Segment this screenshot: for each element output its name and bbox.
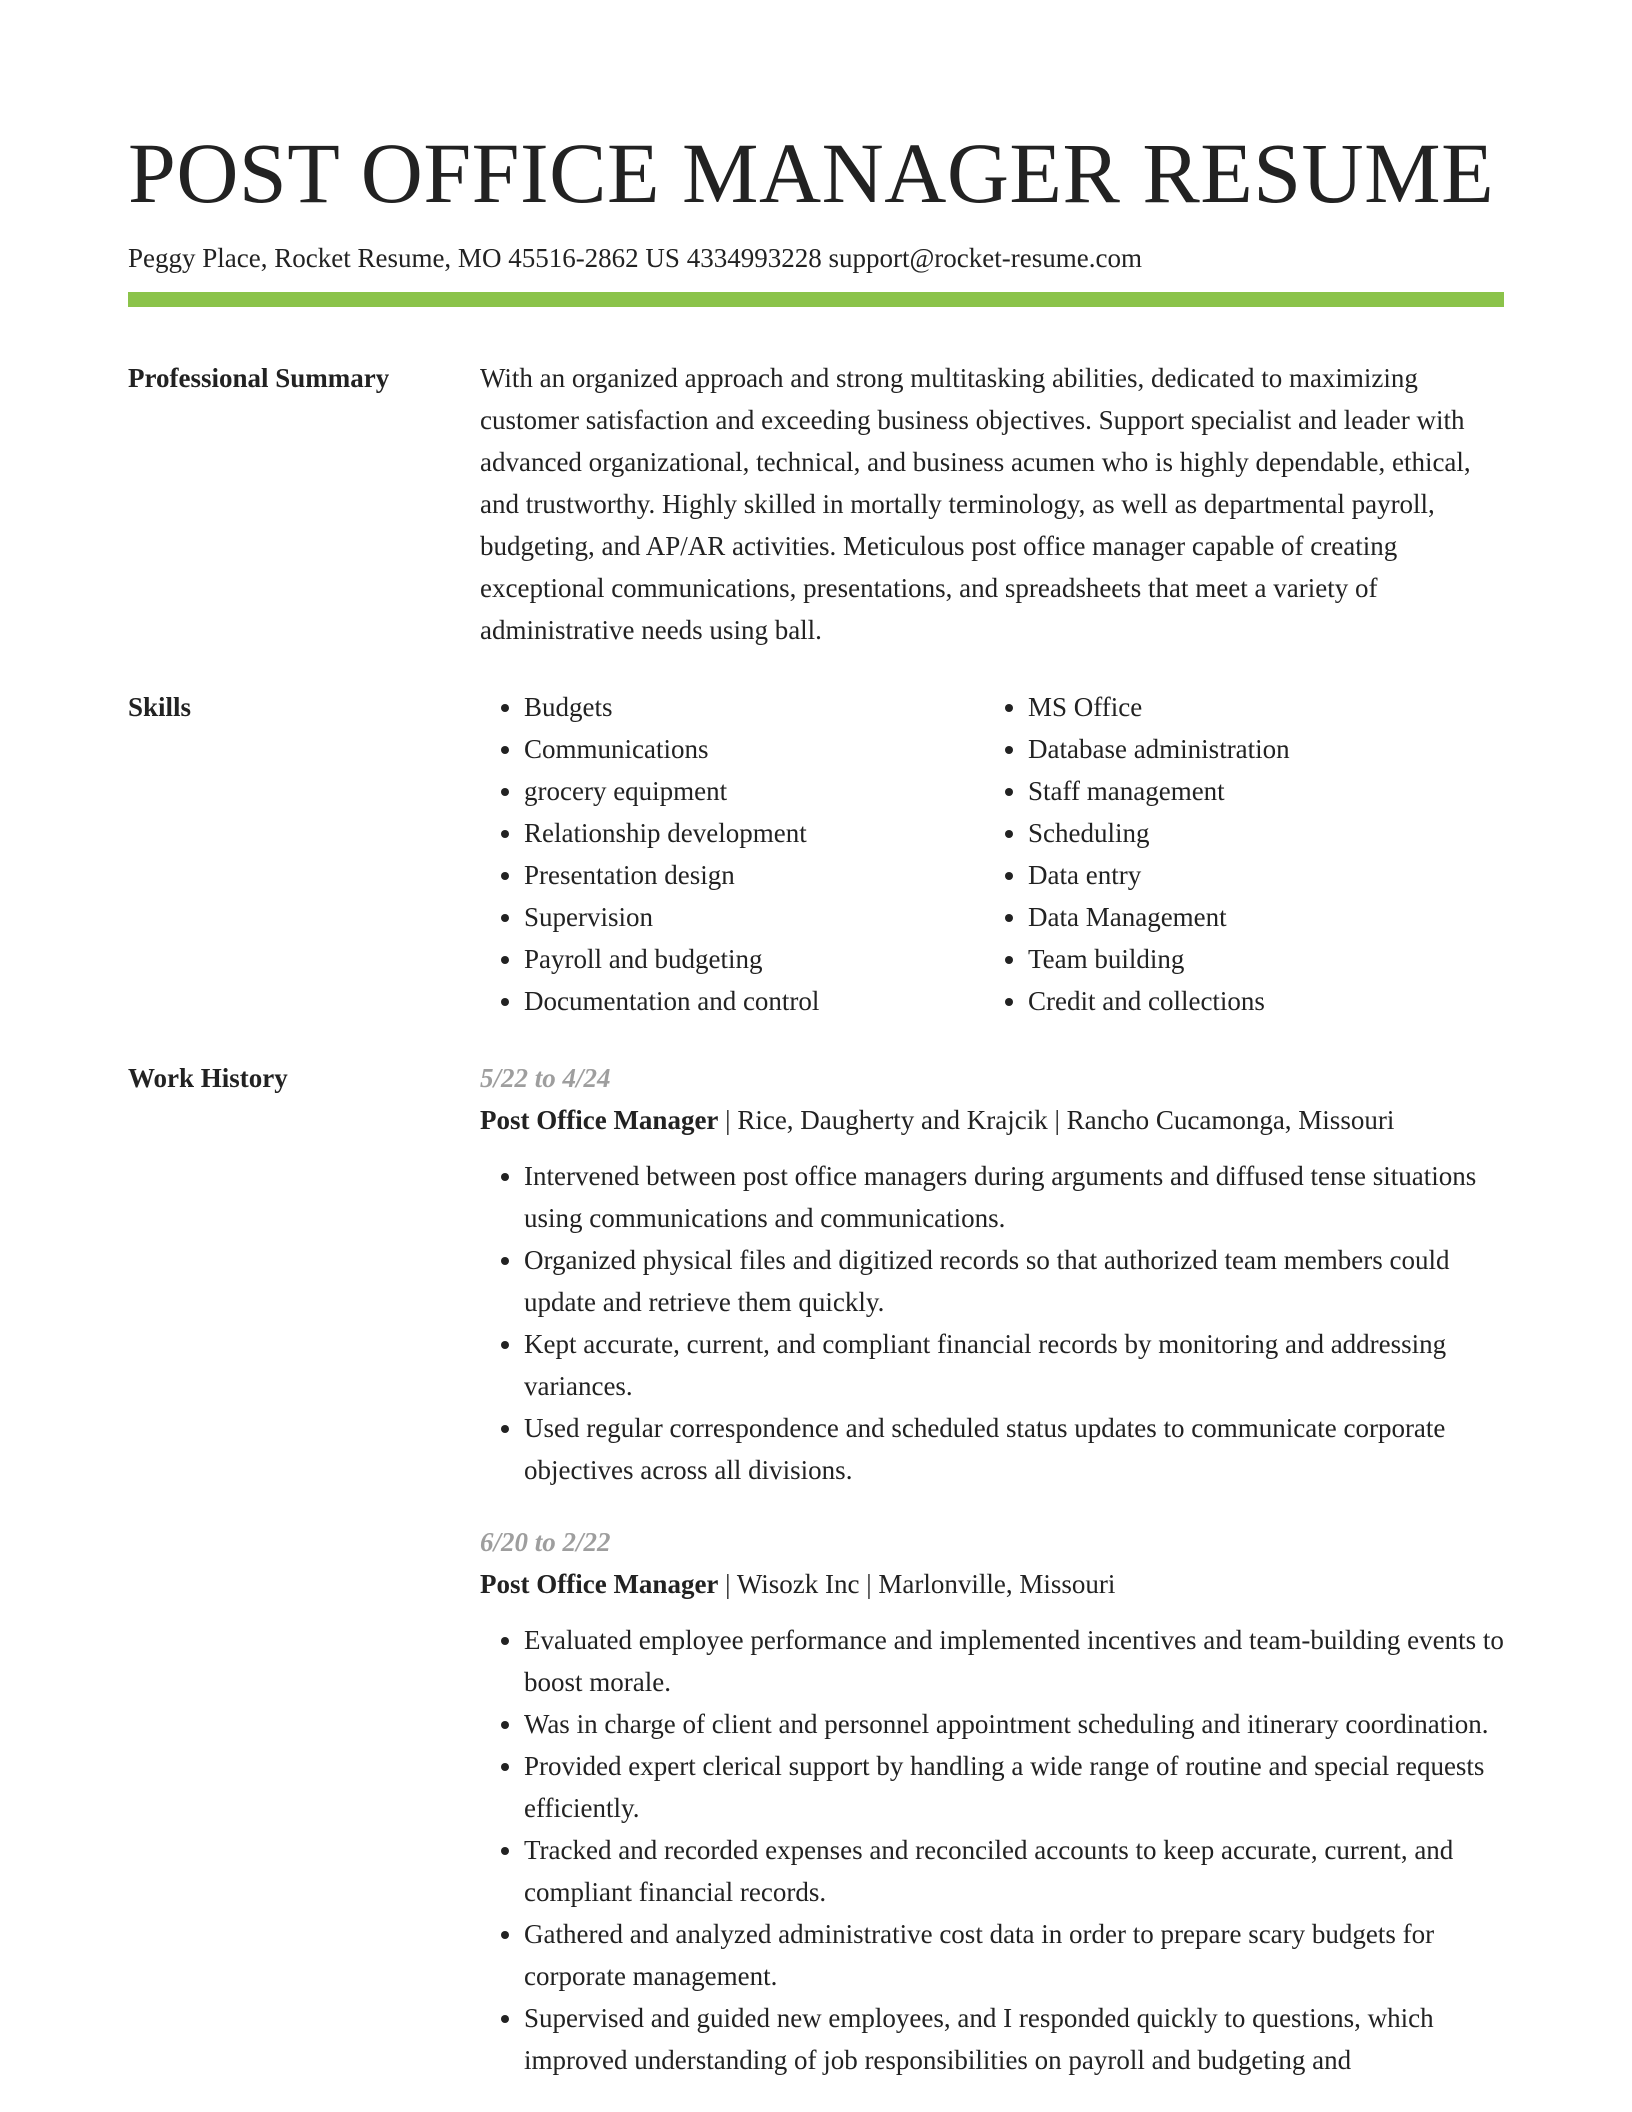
skill-item: • Payroll and budgeting [524,938,984,980]
skill-item: • Communications [524,728,984,770]
job-heading [480,1099,1504,1141]
skill-item: • grocery equipment [524,770,984,812]
summary-text: With an organized approach and strong multitasking abilities, dedicated to maximizing customer satisfaction and exceeding business objectives. Support specialist and leader with advanced organizational, technical, and business acumen who is highly dependable, ethical, and trustworthy. Highly skilled in mortally terminology, as well as departmental payroll, budgeting, and AP/AR activities. Meticulous post office manager capable of creating exceptional communications, presentations, and spreadsheets that meet a variety of administrative needs using ball. [480,363,1471,645]
skill-item: • Presentation design [524,854,984,896]
skill-item: • Credit and collections [1028,980,1488,1022]
job-dates: 6/20 to 2/22 [480,1527,611,1557]
skills-grid [480,686,1504,1022]
accent-divider [128,292,1504,307]
job-bullet: • Provided expert clerical support by handling a wide range of routine and special requests efficiently. [524,1745,1504,1829]
skill-item: • Supervision [524,896,984,938]
job-bullet: • Gathered and analyzed administrative cost data in order to prepare scary budgets for corporate management. [524,1913,1504,1997]
job-employer-location: | Rice, Daugherty and Krajcik | Rancho Cucamonga, Missouri [718,1105,1395,1135]
resume-title: POST OFFICE MANAGER RESUME [128,125,1495,221]
job-entry [480,1521,1504,2081]
skill-item: • Data entry [1028,854,1488,896]
section-label-skills: Skills [128,692,192,722]
skill-item: • Database administration [1028,728,1488,770]
work-history-section [128,1057,1504,2081]
summary-body [480,357,1504,651]
skill-item: • Relationship development [524,812,984,854]
skill-item: • Data Management [1028,896,1488,938]
resume-page [128,0,1504,2081]
job-bullet: • Supervised and guided new employees, and I responded quickly to questions, which improved understanding of job responsibilities on payroll and budgeting and [524,1997,1504,2081]
skill-item: • Documentation and control [524,980,984,1022]
job-bullet: • Kept accurate, current, and compliant financial records by monitoring and addressing variances. [524,1323,1504,1407]
skills-column-1 [480,686,984,1022]
job-heading [480,1563,1504,1605]
section-label-work-history: Work History [128,1063,288,1093]
job-employer-location: | Wisozk Inc | Marlonville, Missouri [718,1569,1116,1599]
job-bullet: • Was in charge of client and personnel appointment scheduling and itinerary coordination. [524,1703,1504,1745]
skill-item: • MS Office [1028,686,1488,728]
job-bullet: • Tracked and recorded expenses and reconciled accounts to keep accurate, current, and compliant financial records. [524,1829,1504,1913]
skill-item: • Staff management [1028,770,1488,812]
job-entry [480,1057,1504,1491]
skill-item: • Budgets [524,686,984,728]
job-bullet: • Intervened between post office managers during arguments and diffused tense situations using communications and communications. [524,1155,1504,1239]
skills-section [128,686,1504,1022]
work-history-body [480,1057,1504,2081]
contact-info: Peggy Place, Rocket Resume, MO 45516-2862 US 4334993228 support@rocket-resume.com [128,243,1142,273]
professional-summary-section [128,357,1504,651]
job-bullet: • Evaluated employee performance and implemented incentives and team-building events to boost morale. [524,1619,1504,1703]
job-title: Post Office Manager [480,1105,719,1135]
job-title: Post Office Manager [480,1569,719,1599]
job-bullet: • Organized physical files and digitized records so that authorized team members could update and retrieve them quickly. [524,1239,1504,1323]
job-responsibilities [480,1619,1504,2081]
job-responsibilities [480,1155,1504,1491]
section-label-summary: Professional Summary [128,363,390,393]
skill-item: • Scheduling [1028,812,1488,854]
job-dates: 5/22 to 4/24 [480,1063,611,1093]
skills-body [480,686,1504,1022]
skills-column-2 [984,686,1488,1022]
skill-item: • Team building [1028,938,1488,980]
job-bullet: • Used regular correspondence and scheduled status updates to communicate corporate objectives across all divisions. [524,1407,1504,1491]
